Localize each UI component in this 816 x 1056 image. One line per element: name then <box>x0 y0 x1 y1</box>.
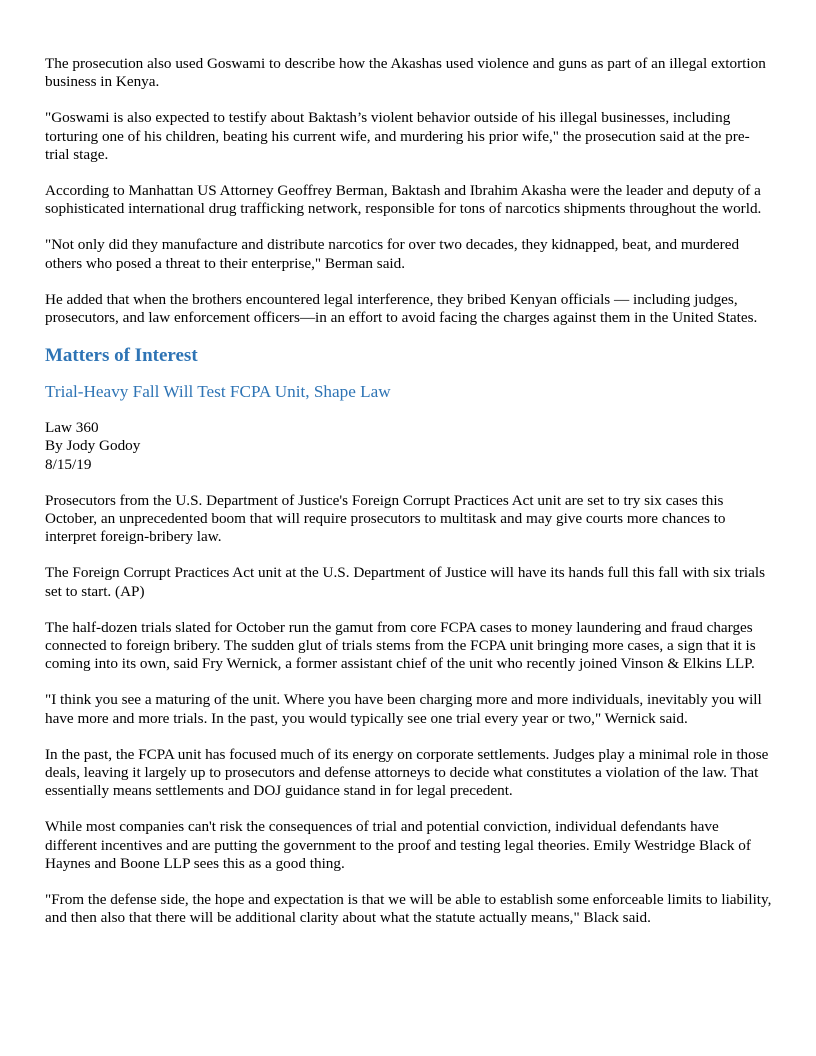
intro-paragraph: The prosecution also used Goswami to describe how the Akashas used violence and guns as part of an illegal extortion business in Kenya. <box>45 55 766 91</box>
article-byline: By Jody Godoy <box>45 437 141 455</box>
article-paragraph: The Foreign Corrupt Practices Act unit at the U.S. Department of Justice will have its hands full this fall with six trials set to start. (AP) <box>45 564 766 600</box>
article-paragraph: "From the defense side, the hope and expectation is that we will be able to establish some enforceable limits to liability, and then also that there will be additional clarity about what the statute actually means," Black said. <box>45 891 772 927</box>
intro-paragraph: According to Manhattan US Attorney Geoffrey Berman, Baktash and Ibrahim Akasha were the leader and deputy of a sophisticated international drug trafficking network, responsible for tons of narcotics shipments throughout the world. <box>45 182 762 218</box>
article-paragraph: The half-dozen trials slated for October run the gamut from core FCPA cases to money laundering and fraud charges connected to foreign bribery. The sudden glut of trials stems from the FCPA unit bringing more cases, a sign that it is coming into its own, said Fry Wernick, a former assistant chief of the unit who recently joined Vinson & Elkins LLP. <box>45 618 756 673</box>
section-heading: Matters of Interest <box>45 345 198 367</box>
intro-paragraph: "Goswami is also expected to testify about Baktash’s violent behavior outside of his illegal businesses, including torturing one of his children, beating his current wife, and murdering his prior wife," the prosecution said at the pre-trial stage. <box>45 109 750 163</box>
article-paragraph: While most companies can't risk the consequences of trial and potential conviction, individual defendants have different incentives and are putting the government to the proof and testing legal theories. Emily Westridge Black of Haynes and Boone LLP sees this as a good thing. <box>45 818 751 872</box>
article-meta <box>45 419 773 474</box>
article-paragraph: "I think you see a maturing of the unit. Where you have been charging more and more individuals, inevitably you will have more and more trials. In the past, you would typically see one trial every year or two," Wernick said. <box>45 691 762 727</box>
document-page <box>45 55 773 946</box>
article-paragraph: In the past, the FCPA unit has focused much of its energy on corporate settlements. Judges play a minimal role in those deals, leaving it largely up to prosecutors and defense attorneys to decide what constitutes a violation of the law. That essentially means settlements and DOJ guidance stand in for legal precedent. <box>45 745 769 800</box>
article-paragraph: Prosecutors from the U.S. Department of Justice's Foreign Corrupt Practices Act unit are set to try six cases this October, an unprecedented boom that will require prosecutors to multitask and may give courts more chances to interpret foreign-bribery law. <box>45 491 726 546</box>
intro-paragraph: He added that when the brothers encountered legal interference, they bribed Kenyan officials — including judges, prosecutors, and law enforcement officers—in an effort to avoid facing the charges against them in the United States. <box>45 290 758 327</box>
article-source: Law 360 <box>45 419 99 437</box>
article-title-link[interactable]: Trial-Heavy Fall Will Test FCPA Unit, Shape Law <box>45 382 391 402</box>
intro-paragraph: "Not only did they manufacture and distribute narcotics for over two decades, they kidnapped, beat, and murdered others who posed a threat to their enterprise," Berman said. <box>45 236 740 272</box>
article-date: 8/15/19 <box>45 455 92 473</box>
